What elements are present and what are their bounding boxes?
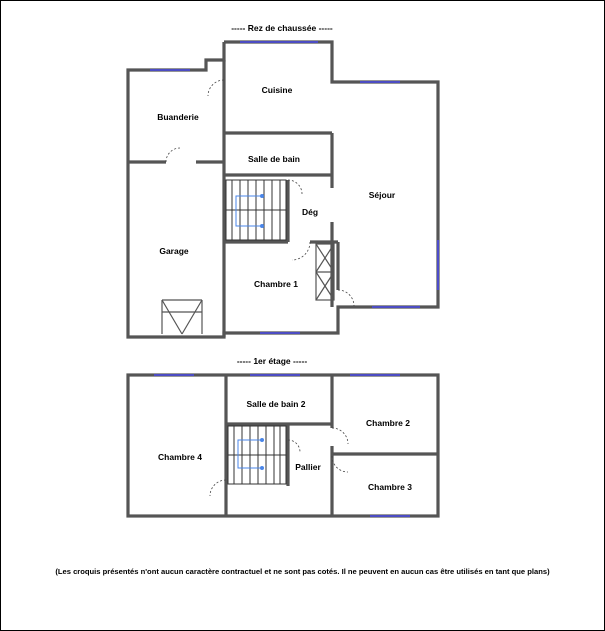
garage-door-icon	[162, 300, 202, 334]
room-label-salle-de-bain-2: Salle de bain 2	[246, 399, 306, 409]
room-label-garage: Garage	[159, 246, 189, 256]
room-label-chambre-2: Chambre 2	[366, 418, 410, 428]
room-label-sejour: Séjour	[368, 190, 396, 200]
ground-floor-plan	[128, 23, 438, 337]
disclaimer-text: (Les croquis présentés n'ont aucun caractère contractuel et ne sont pas cotés. Il ne peuvent en aucun cas être utilisés en tant que plans)	[55, 567, 550, 576]
ground-floor-title: ----- Rez de chaussée -----	[231, 23, 333, 33]
room-label-chambre-3: Chambre 3	[368, 482, 412, 492]
staircase-icon	[226, 180, 286, 240]
room-label-chambre-4: Chambre 4	[158, 452, 202, 462]
room-label-deg: Dég	[301, 207, 319, 217]
first-floor-plan	[128, 356, 438, 516]
room-label-salle-de-bain: Salle de bain	[248, 154, 300, 164]
staircase-icon	[228, 426, 286, 484]
first-floor-outline	[128, 375, 438, 516]
first-floor-title: ----- 1er étage -----	[236, 356, 308, 366]
room-label-buanderie: Buanderie	[157, 112, 199, 122]
room-label-pallier: Pallier	[295, 462, 321, 472]
room-label-chambre-1: Chambre 1	[254, 279, 298, 289]
room-label-cuisine: Cuisine	[261, 85, 293, 95]
